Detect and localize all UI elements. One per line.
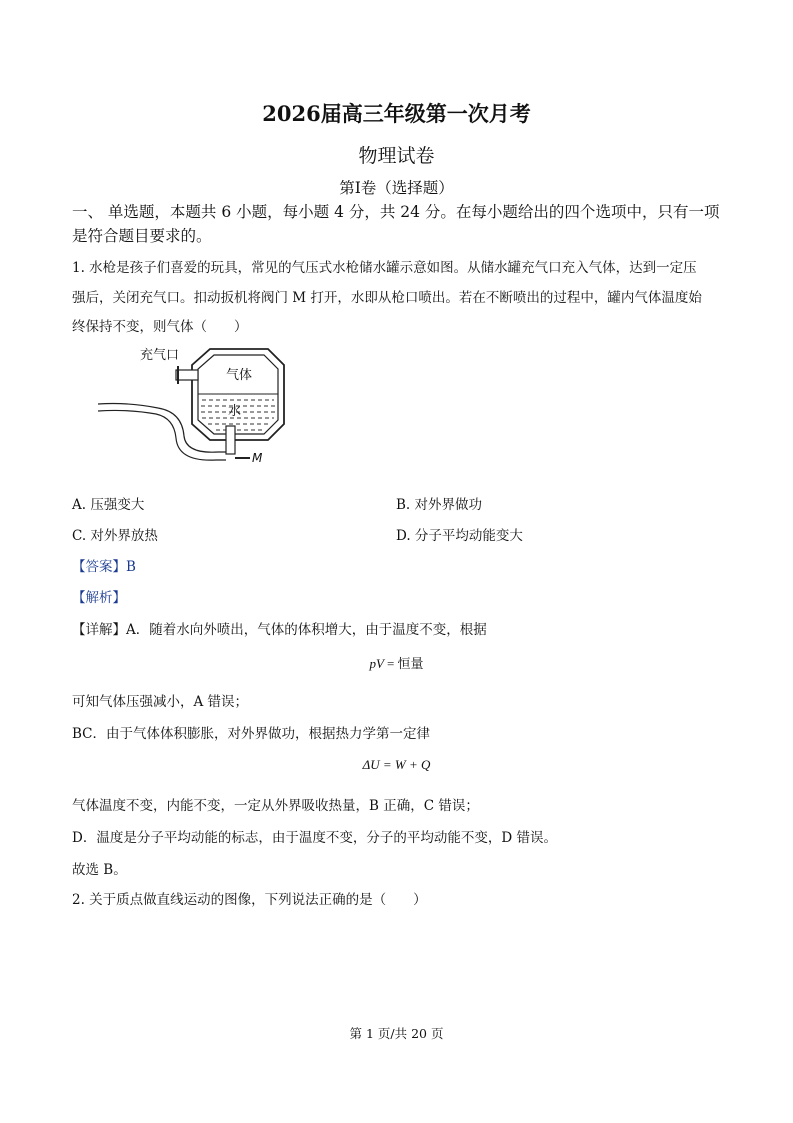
formula-2-rhs: = W + Q <box>382 757 431 772</box>
inlet-pipe <box>176 370 198 380</box>
page-footer: 第 1 页/共 20 页 <box>349 1026 444 1041</box>
hose-inner <box>98 410 226 460</box>
option-a: A. 压强变大 <box>72 497 145 513</box>
section-instruction-line2: 是符合题目要求的。 <box>72 227 212 245</box>
formula-2-lhs: ΔU <box>362 757 380 772</box>
detail-line1: 【详解】A．随着水向外喷出，气体的体积增大，由于温度不变，根据 <box>72 622 487 638</box>
question-2-line1: 2. 关于质点做直线运动的图像，下列说法正确的是（ ） <box>72 892 427 908</box>
volume-heading: 第Ⅰ卷（选择题） <box>339 179 454 197</box>
answer-tag: 【答案】B <box>72 559 136 575</box>
detail-line3: BC．由于气体体积膨胀，对外界做功，根据热力学第一定律 <box>72 726 430 742</box>
gas-label: 气体 <box>226 368 253 383</box>
exam-subject: 物理试卷 <box>358 145 435 167</box>
inlet-label: 充气口 <box>140 348 180 363</box>
detail-line6: 故选 B。 <box>72 862 127 878</box>
valve-label: M <box>252 451 263 465</box>
option-d: D. 分子平均动能变大 <box>396 528 523 544</box>
option-c: C. 对外界放热 <box>72 528 158 544</box>
water-gun-tank-diagram <box>98 340 308 480</box>
formula-2 <box>0 757 793 773</box>
exam-title: 2026届高三年级第一次月考 <box>262 101 531 126</box>
formula-1-lhs: pV <box>369 656 384 671</box>
detail-line2: 可知气体压强减小，A 错误； <box>72 694 249 710</box>
option-b: B. 对外界做功 <box>396 497 483 513</box>
outlet-pipe <box>226 426 235 454</box>
detail-line4: 气体温度不变，内能不变，一定从外界吸收热量，B 正确，C 错误； <box>72 798 479 814</box>
formula-1-rhs: = 恒量 <box>386 656 424 671</box>
question-1-line1: 1. 水枪是孩子们喜爱的玩具，常见的气压式水枪储水罐示意如图。从储水罐充气口充入气体，达到一定压 <box>72 260 697 276</box>
section-instruction-line1: 一、 单选题，本题共 6 小题，每小题 4 分，共 24 分。在每小题给出的四个选项中，只有一项 <box>72 203 720 221</box>
water-label: 水 <box>228 404 242 419</box>
question-1-line2: 强后，关闭充气口。扣动扳机将阀门 M 打开，水即从枪口喷出。若在不断喷出的过程中，罐内气体温度始 <box>72 290 702 306</box>
question-1-line3: 终保持不变，则气体（ ） <box>72 319 248 335</box>
analysis-tag: 【解析】 <box>72 590 126 606</box>
formula-1 <box>0 653 793 672</box>
detail-line5: D．温度是分子平均动能的标志，由于温度不变，分子的平均动能不变，D 错误。 <box>72 830 557 846</box>
